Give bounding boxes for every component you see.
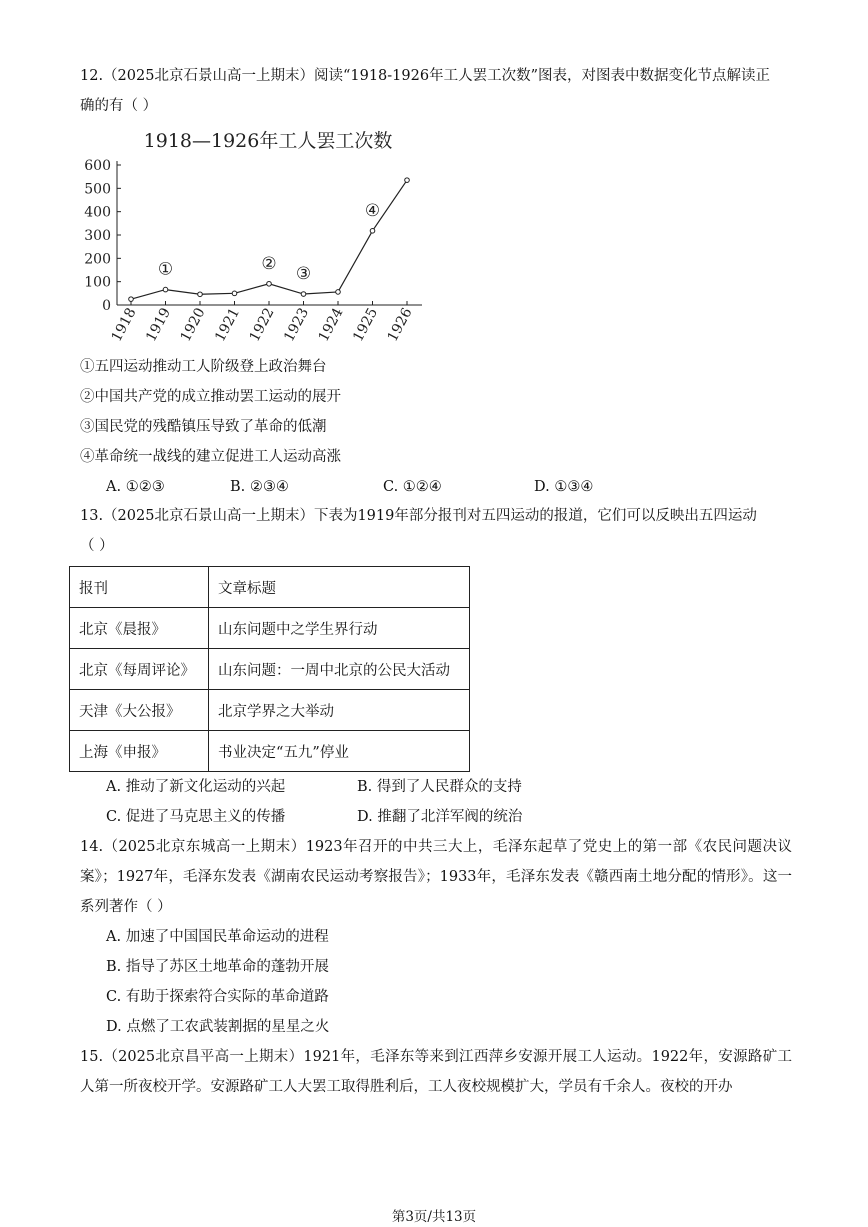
data-point — [301, 292, 306, 297]
y-tick-label: 0 — [102, 298, 111, 314]
data-point — [370, 229, 375, 234]
newspaper-table — [69, 566, 470, 772]
table-cell: 北京《每周评论》 — [70, 649, 209, 690]
table-cell: 书业决定“五九”停业 — [209, 731, 470, 772]
chart-annotations — [158, 201, 380, 284]
q13-option-d: D. 推翻了北洋军阀的统治 — [357, 809, 523, 825]
q12-stem-line1: 12.（2025北京石景山高一上期末）阅读“1918-1926年工人罢工次数”图表，对图表中数据变化节点解读正 — [80, 68, 770, 84]
q12-option-a: A. ①②③ — [106, 479, 165, 495]
table-cell: 山东问题中之学生界行动 — [209, 608, 470, 649]
table-cell: 上海《申报》 — [70, 731, 209, 772]
annotation-label: ② — [261, 253, 277, 274]
q13-stem-line1: 13.（2025北京石景山高一上期末）下表为1919年部分报刊对五四运动的报道，它们可以反映出五四运动 — [80, 508, 757, 524]
annotation-label: ① — [157, 259, 174, 280]
q14-option-d: D. 点燃了工农武装割据的星星之火 — [106, 1019, 330, 1035]
q14-option-a: A. 加速了中国国民革命运动的进程 — [106, 929, 329, 945]
table-row — [70, 731, 470, 772]
data-point — [198, 292, 203, 297]
q12-stem-line2: 确的有（ ） — [80, 98, 158, 114]
table-cell: 天津《大公报》 — [70, 690, 209, 731]
q15-stem: 15.（2025北京昌平高一上期末）1921年，毛泽东等来到江西萍乡安源开展工人运动。1922年，安源路矿工人第一所夜校开学。安源路矿工人大罢工取得胜利后，工人夜校规模扩大，学员有千余人。夜校的开办 — [80, 1049, 792, 1095]
data-point — [129, 297, 134, 302]
x-tick-label: 1926 — [384, 305, 416, 345]
data-point — [336, 290, 341, 295]
table-header-cell: 文章标题 — [209, 567, 470, 608]
q12-option-c: C. ①②④ — [383, 479, 442, 495]
annotation-label: ④ — [364, 200, 381, 221]
q14-option-b: B. 指导了苏区土地革命的蓬勃开展 — [106, 959, 329, 975]
q13-stem-line2: （ ） — [80, 538, 114, 554]
y-tick-label: 600 — [84, 158, 111, 174]
chart-title: 1918—1926年工人罢工次数 — [143, 130, 393, 152]
table-header-cell: 报刊 — [70, 567, 209, 608]
data-point — [267, 281, 272, 286]
q12-statement-3: ③国民党的残酷镇压导致了革命的低潮 — [80, 419, 327, 435]
chart-series — [129, 178, 410, 302]
data-point — [405, 178, 410, 183]
page-footer: 第3页/共13页 — [391, 1209, 477, 1225]
y-tick-label: 100 — [84, 274, 111, 291]
x-tick-label: 1918 — [108, 305, 140, 345]
x-tick-label: 1922 — [246, 305, 278, 345]
q12-option-d: D. ①③④ — [534, 479, 594, 495]
q12-statement-4: ④革命统一战线的建立促进工人运动高涨 — [80, 449, 341, 465]
chart-y-ticks — [84, 158, 121, 314]
table-header-row — [70, 567, 470, 608]
x-tick-label: 1923 — [281, 305, 313, 345]
y-tick-label: 500 — [84, 181, 111, 198]
y-tick-label: 200 — [84, 251, 111, 268]
x-tick-label: 1919 — [143, 305, 175, 345]
q13-option-a: A. 推动了新文化运动的兴起 — [106, 779, 286, 795]
q12-option-b: B. ②③④ — [230, 479, 289, 495]
table-row — [70, 649, 470, 690]
annotation-label: ③ — [295, 264, 312, 285]
data-point — [232, 291, 237, 296]
table-row — [70, 690, 470, 731]
q13-option-b: B. 得到了人民群众的支持 — [357, 779, 522, 795]
q14-stem: 14.（2025北京东城高一上期末）1923年召开的中共三大上，毛泽东起草了党史上的第一部《农民问题决议案》；1927年，毛泽东发表《湖南农民运动考察报告》；1933年，毛泽东发表《赣西南土地分配的情形》。这一系列著作（ ） — [80, 839, 792, 915]
q12-statement-1: ①五四运动推动工人阶级登上政治舞台 — [80, 359, 327, 375]
x-tick-label: 1921 — [212, 305, 244, 345]
table-row — [70, 608, 470, 649]
strike-chart — [80, 125, 440, 345]
data-point — [163, 287, 168, 292]
x-tick-label: 1920 — [177, 305, 209, 345]
table-cell: 北京《晨报》 — [70, 608, 209, 649]
table-cell: 北京学界之大举动 — [209, 690, 470, 731]
y-tick-label: 300 — [84, 228, 111, 244]
x-tick-label: 1925 — [350, 305, 382, 345]
x-tick-label: 1924 — [315, 305, 347, 345]
q12-statement-2: ②中国共产党的成立推动罢工运动的展开 — [80, 389, 341, 405]
y-tick-label: 400 — [84, 204, 111, 221]
q13-option-c: C. 促进了马克思主义的传播 — [106, 809, 286, 825]
q14-option-c: C. 有助于探索符合实际的革命道路 — [106, 989, 329, 1005]
table-cell: 山东问题：一周中北京的公民大活动 — [209, 649, 470, 690]
chart-x-ticks — [109, 301, 416, 344]
